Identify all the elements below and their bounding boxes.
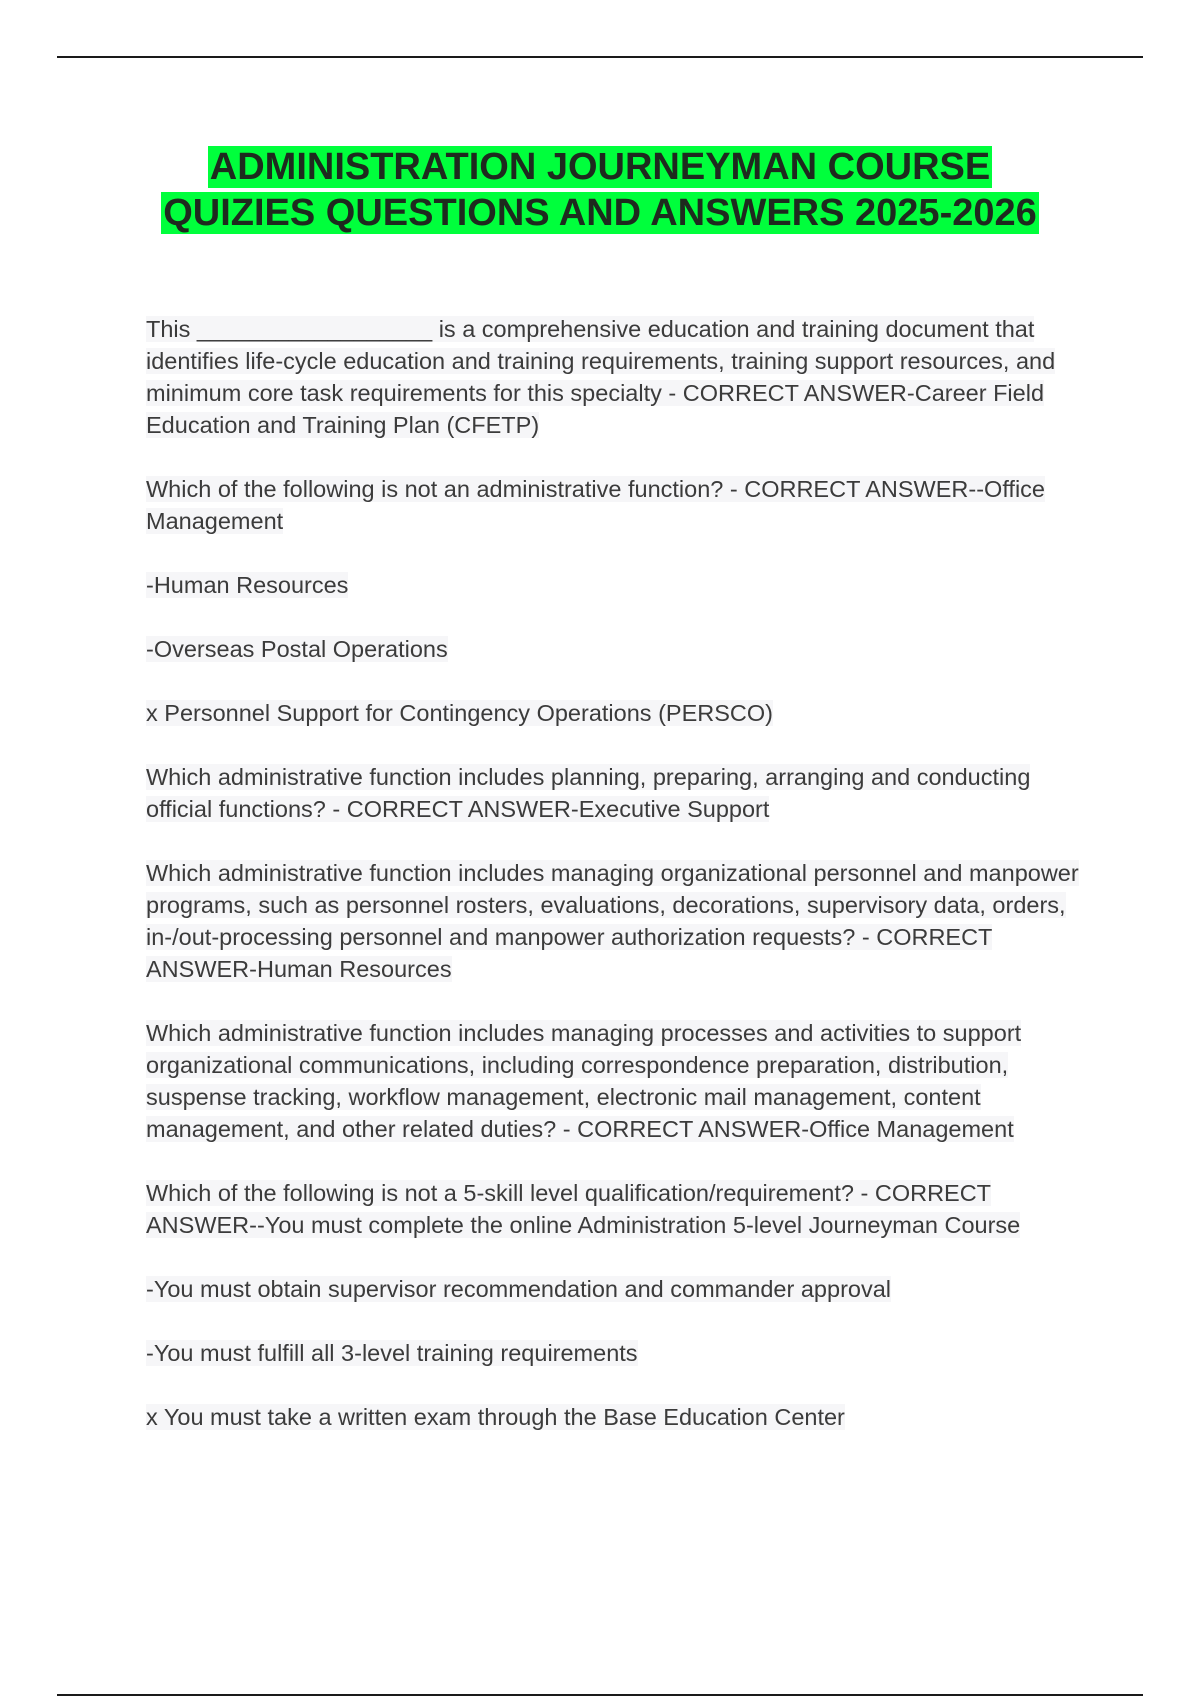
document-body <box>146 313 1086 1465</box>
paragraph-text: This __________________ is a comprehensive education and training document that identifies life-cycle education and training requirements, training support resources, and minimum core task requirements for this specialty - CORRECT ANSWER-Career Field Education and Training Plan (CFETP) <box>146 316 1056 438</box>
paragraph-text: Which administrative function includes planning, preparing, arranging and conducting official functions? - CORRECT ANSWER-Executive Support <box>146 764 1031 822</box>
paragraph <box>146 761 1086 825</box>
title-text: ADMINISTRATION JOURNEYMAN COURSE QUIZIES QUESTIONS AND ANSWERS 2025-2026 <box>163 146 1037 234</box>
paragraph <box>146 1017 1086 1145</box>
paragraph-text: Which administrative function includes managing organizational personnel and manpower programs, such as personnel rosters, evaluations, decorations, supervisory data, orders, in-/out-processing personnel and manpower authorization requests? - CORRECT ANSWER-Human Resources <box>146 860 1079 982</box>
paragraph <box>146 633 1086 665</box>
document-title <box>150 144 1050 236</box>
paragraph <box>146 473 1086 537</box>
top-rule <box>57 56 1143 58</box>
paragraph-text: x Personnel Support for Contingency Operations (PERSCO) <box>146 700 773 726</box>
paragraph <box>146 1177 1086 1241</box>
paragraph <box>146 1273 1086 1305</box>
paragraph-text: Which administrative function includes managing processes and activities to support organizational communications, including correspondence preparation, distribution, suspense tracking, workflow management, electronic mail management, content management, and other related duties? - CORRECT ANSWER-Office Management <box>146 1020 1022 1142</box>
paragraph <box>146 857 1086 985</box>
paragraph-text: -You must fulfill all 3-level training requirements <box>146 1340 638 1366</box>
paragraph <box>146 313 1086 441</box>
paragraph-text: x You must take a written exam through the Base Education Center <box>146 1404 845 1430</box>
paragraph <box>146 1401 1086 1433</box>
paragraph-text: -Human Resources <box>146 572 349 598</box>
paragraph <box>146 569 1086 601</box>
bottom-rule <box>57 1694 1143 1696</box>
paragraph <box>146 1337 1086 1369</box>
paragraph-text: Which of the following is not an administrative function? - CORRECT ANSWER--Office Management <box>146 476 1045 534</box>
paragraph-text: -Overseas Postal Operations <box>146 636 448 662</box>
paragraph-text: Which of the following is not a 5-skill level qualification/requirement? - CORRECT ANSWER--You must complete the online Administration 5-level Journeyman Course <box>146 1180 1021 1238</box>
paragraph-text: -You must obtain supervisor recommendation and commander approval <box>146 1276 892 1302</box>
paragraph <box>146 697 1086 729</box>
